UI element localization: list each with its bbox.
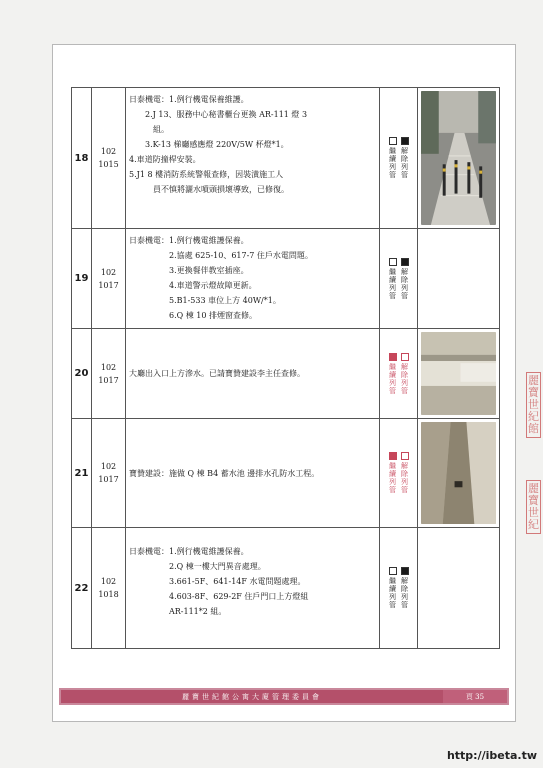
vertical-char: 列 xyxy=(389,593,396,601)
text-line: 5.B1-533 車位上方 40W/*1。 xyxy=(129,296,281,305)
checkbox-continue xyxy=(389,258,397,266)
drain-photo xyxy=(421,422,496,524)
maintenance-table xyxy=(71,87,500,649)
table-row xyxy=(72,419,500,528)
status-continue xyxy=(389,567,397,609)
row-date xyxy=(92,88,126,228)
checkbox-continue xyxy=(389,452,397,460)
row-description xyxy=(126,229,380,328)
vertical-char: 麗 xyxy=(528,482,539,495)
vertical-char: 管 xyxy=(401,291,408,300)
text-line: 3.更換餐伴教室插座。 xyxy=(129,266,249,275)
text-line: 6.Q 棟 10 排煙窗查修。 xyxy=(129,311,257,320)
vertical-char: 紀 xyxy=(528,410,539,423)
row-photo xyxy=(418,88,500,228)
status-release xyxy=(401,137,409,179)
text-line: 員不慎將灑水噴頭損壞導致，已修復。 xyxy=(129,185,289,194)
text-line: 2.協處 625-10、617-7 住戶水電問題。 xyxy=(129,251,313,260)
vertical-char: 管 xyxy=(389,601,396,609)
checkbox-release xyxy=(401,137,409,145)
status-continue-label xyxy=(389,268,396,300)
vertical-char: 續 xyxy=(389,470,396,478)
text-line: 日泰機電：1.例行機電維護保養。 xyxy=(129,236,249,245)
vertical-char: 解 xyxy=(401,462,408,470)
status-cell xyxy=(380,229,418,328)
vertical-char: 列 xyxy=(389,378,396,387)
table-row xyxy=(72,88,500,229)
status-release xyxy=(401,452,409,494)
date-year: 102 xyxy=(100,577,117,586)
row-date xyxy=(92,329,126,418)
row-number: 18 xyxy=(72,88,92,228)
vertical-char: 寶 xyxy=(528,494,539,507)
status-continue-label xyxy=(389,462,396,494)
watermark-url: http://ibeta.tw xyxy=(446,749,537,762)
status-release-label xyxy=(401,147,408,179)
vertical-char: 繼 xyxy=(389,267,396,276)
status-continue-label xyxy=(389,147,396,179)
vertical-char: 管 xyxy=(389,386,396,395)
date-day: 1017 xyxy=(98,475,119,484)
vertical-char: 列 xyxy=(401,478,408,486)
row-number: 22 xyxy=(72,528,92,648)
status-cell xyxy=(380,329,418,418)
checkbox-continue xyxy=(389,137,397,145)
row-date xyxy=(92,419,126,527)
text-line: 4.車道防撞桿安裝。 xyxy=(129,155,201,164)
vertical-char: 列 xyxy=(401,378,408,387)
status-continue xyxy=(389,452,397,494)
vertical-char: 列 xyxy=(389,478,396,486)
status-release-label xyxy=(401,363,408,395)
vertical-char: 列 xyxy=(401,163,408,171)
status-continue xyxy=(389,353,397,395)
vertical-char: 解 xyxy=(401,362,408,371)
vertical-char: 繼 xyxy=(389,462,396,470)
document-page xyxy=(52,44,516,722)
row-number: 20 xyxy=(72,329,92,418)
date-year: 102 xyxy=(100,267,117,277)
date-day: 1015 xyxy=(98,160,119,169)
date-day: 1017 xyxy=(98,280,119,290)
vertical-char: 續 xyxy=(389,275,396,284)
red-seal-stamp xyxy=(526,372,541,438)
row-number: 21 xyxy=(72,419,92,527)
date-day: 1018 xyxy=(98,590,119,599)
text-line: 日泰機電：1.例行機電保養維護。 xyxy=(129,95,249,104)
vertical-char: 麗 xyxy=(528,374,539,387)
text-line: 2.Q 棟一樓大門異音處理。 xyxy=(129,562,266,571)
text-line: 5.J1 8 樓消防系統警報查修，因裝潢施工人 xyxy=(129,170,284,179)
text-line: 寶贊建設：施做 Q 棟 B4 蓄水池 邊排水孔防水工程。 xyxy=(129,468,320,478)
vertical-char: 續 xyxy=(389,155,396,163)
status-continue xyxy=(389,137,397,179)
status-cell xyxy=(380,419,418,527)
status-continue-label xyxy=(389,363,396,395)
vertical-char: 除 xyxy=(401,275,408,284)
status-cell xyxy=(380,88,418,228)
vertical-char: 管 xyxy=(389,486,396,494)
vertical-char: 紀 xyxy=(528,518,539,531)
row-description xyxy=(126,419,380,527)
walkway-photo xyxy=(421,91,496,225)
page-number: 頁 35 xyxy=(443,690,507,703)
vertical-char: 寶 xyxy=(528,386,539,399)
date-day: 1017 xyxy=(98,375,119,385)
vertical-char: 續 xyxy=(389,585,396,593)
row-photo xyxy=(418,329,500,418)
page-footer xyxy=(59,688,509,705)
vertical-char: 列 xyxy=(389,163,396,171)
vertical-char: 管 xyxy=(401,486,408,494)
footer-title: 麗寶世紀館公寓大廈管理委員會 xyxy=(182,692,322,701)
status-release xyxy=(401,258,409,300)
row-photo-empty xyxy=(418,528,500,648)
vertical-char: 除 xyxy=(401,470,408,478)
text-line: 3.K-13 梯廳感應燈 220V/5W 杯燈*1。 xyxy=(129,140,289,149)
vertical-char: 除 xyxy=(401,370,408,379)
status-continue xyxy=(389,258,397,300)
vertical-char: 管 xyxy=(401,601,408,609)
status-release xyxy=(401,567,409,609)
checkbox-release xyxy=(401,353,409,361)
text-line: 4.603-8F、629-2F 住戶門口上方燈組 xyxy=(129,592,309,601)
table-row xyxy=(72,528,500,649)
status-release-label xyxy=(401,577,408,609)
table-row xyxy=(72,229,500,329)
text-line: 組。 xyxy=(129,125,169,134)
vertical-char: 繼 xyxy=(389,362,396,371)
table-row xyxy=(72,329,500,419)
ceiling-photo xyxy=(421,332,496,415)
checkbox-continue xyxy=(389,353,397,361)
date-year: 102 xyxy=(100,362,117,372)
vertical-char: 列 xyxy=(389,283,396,292)
red-seal-stamp xyxy=(526,480,541,534)
row-description xyxy=(126,329,380,418)
vertical-char: 列 xyxy=(401,283,408,292)
text-line: 2.J 13、服務中心秘書櫃台更換 AR-111 燈 3 xyxy=(129,110,308,119)
vertical-char: 世 xyxy=(528,398,539,411)
status-release xyxy=(401,353,409,395)
vertical-char: 繼 xyxy=(389,577,396,585)
date-year: 102 xyxy=(100,462,117,471)
vertical-char: 管 xyxy=(389,171,396,179)
text-line: 3.661-5F、641-14F 水電問題處理。 xyxy=(129,577,306,586)
row-description xyxy=(126,528,380,648)
status-release-label xyxy=(401,268,408,300)
text-line: 日泰機電：1.例行機電維護保養。 xyxy=(129,547,249,556)
row-date xyxy=(92,229,126,328)
text-line: AR-111*2 組。 xyxy=(129,607,227,616)
vertical-char: 解 xyxy=(401,267,408,276)
checkbox-release xyxy=(401,452,409,460)
row-photo-empty xyxy=(418,229,500,328)
text-line: 4.車道警示燈故障更新。 xyxy=(129,281,257,290)
text-line: 大廳出入口上方滲水。已請寶贊建設李主任查修。 xyxy=(129,369,305,378)
vertical-char: 續 xyxy=(389,370,396,379)
vertical-char: 繼 xyxy=(389,147,396,155)
row-photo xyxy=(418,419,500,527)
row-description xyxy=(126,88,380,228)
vertical-char: 解 xyxy=(401,577,408,585)
vertical-char: 除 xyxy=(401,155,408,163)
status-continue-label xyxy=(389,577,396,609)
date-year: 102 xyxy=(100,147,117,156)
status-cell xyxy=(380,528,418,648)
status-release-label xyxy=(401,462,408,494)
checkbox-release xyxy=(401,258,409,266)
checkbox-continue xyxy=(389,567,397,575)
vertical-char: 管 xyxy=(401,171,408,179)
vertical-char: 除 xyxy=(401,585,408,593)
vertical-char: 管 xyxy=(401,386,408,395)
vertical-char: 列 xyxy=(401,593,408,601)
row-number: 19 xyxy=(72,229,92,328)
vertical-char: 世 xyxy=(528,506,539,519)
vertical-char: 解 xyxy=(401,147,408,155)
vertical-char: 管 xyxy=(389,291,396,300)
row-date xyxy=(92,528,126,648)
checkbox-release xyxy=(401,567,409,575)
vertical-char: 館 xyxy=(528,422,539,435)
